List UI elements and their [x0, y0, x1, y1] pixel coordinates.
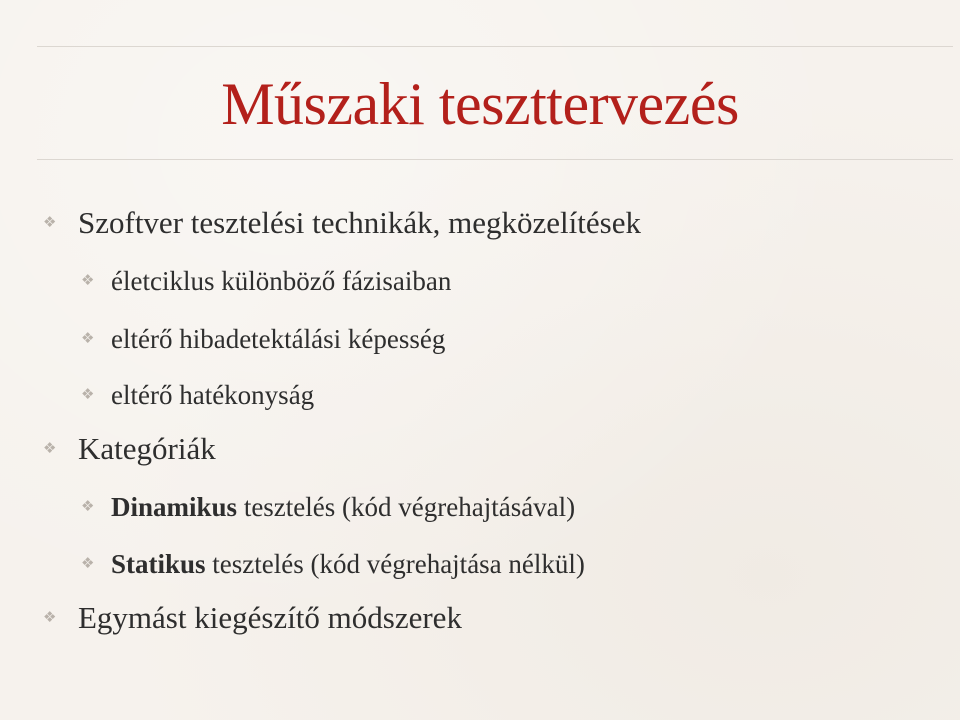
bullet-ornament-icon: ❖	[43, 213, 57, 231]
sub-bullet-item	[81, 489, 576, 525]
sub-bullet-item	[81, 263, 452, 299]
bullet-text: eltérő hatékonyság	[111, 380, 315, 410]
bullet-item	[43, 203, 641, 243]
bullet-text: életciklus különböző fázisaiban	[111, 266, 452, 296]
bullet-ornament-icon: ❖	[81, 271, 95, 289]
bullet-text: Szoftver tesztelési technikák, megközelítések	[78, 205, 641, 240]
bullet-text: eltérő hibadetektálási képesség	[111, 324, 446, 354]
bullet-ornament-icon: ❖	[81, 329, 95, 347]
bullet-strong-text: Dinamikus	[111, 492, 238, 522]
bullet-text: tesztelés (kód végrehajtásával)	[237, 492, 576, 522]
bullet-strong-text: Statikus	[111, 549, 206, 579]
slide-title: Műszaki teszttervezés	[221, 71, 739, 137]
bullet-text: Kategóriák	[78, 431, 216, 466]
bullet-ornament-icon: ❖	[81, 497, 95, 515]
bullet-ornament-icon: ❖	[81, 554, 95, 572]
bullet-text: tesztelés (kód végrehajtása nélkül)	[205, 549, 585, 579]
bullet-text: Egymást kiegészítő módszerek	[78, 600, 462, 635]
bullet-item	[43, 598, 462, 638]
bullet-ornament-icon: ❖	[81, 385, 95, 403]
bullet-item	[43, 429, 216, 469]
bullet-ornament-icon: ❖	[43, 608, 57, 626]
sub-bullet-item	[81, 377, 315, 413]
sub-bullet-item	[81, 546, 585, 582]
bullet-ornament-icon: ❖	[43, 439, 57, 457]
sub-bullet-item	[81, 321, 446, 357]
